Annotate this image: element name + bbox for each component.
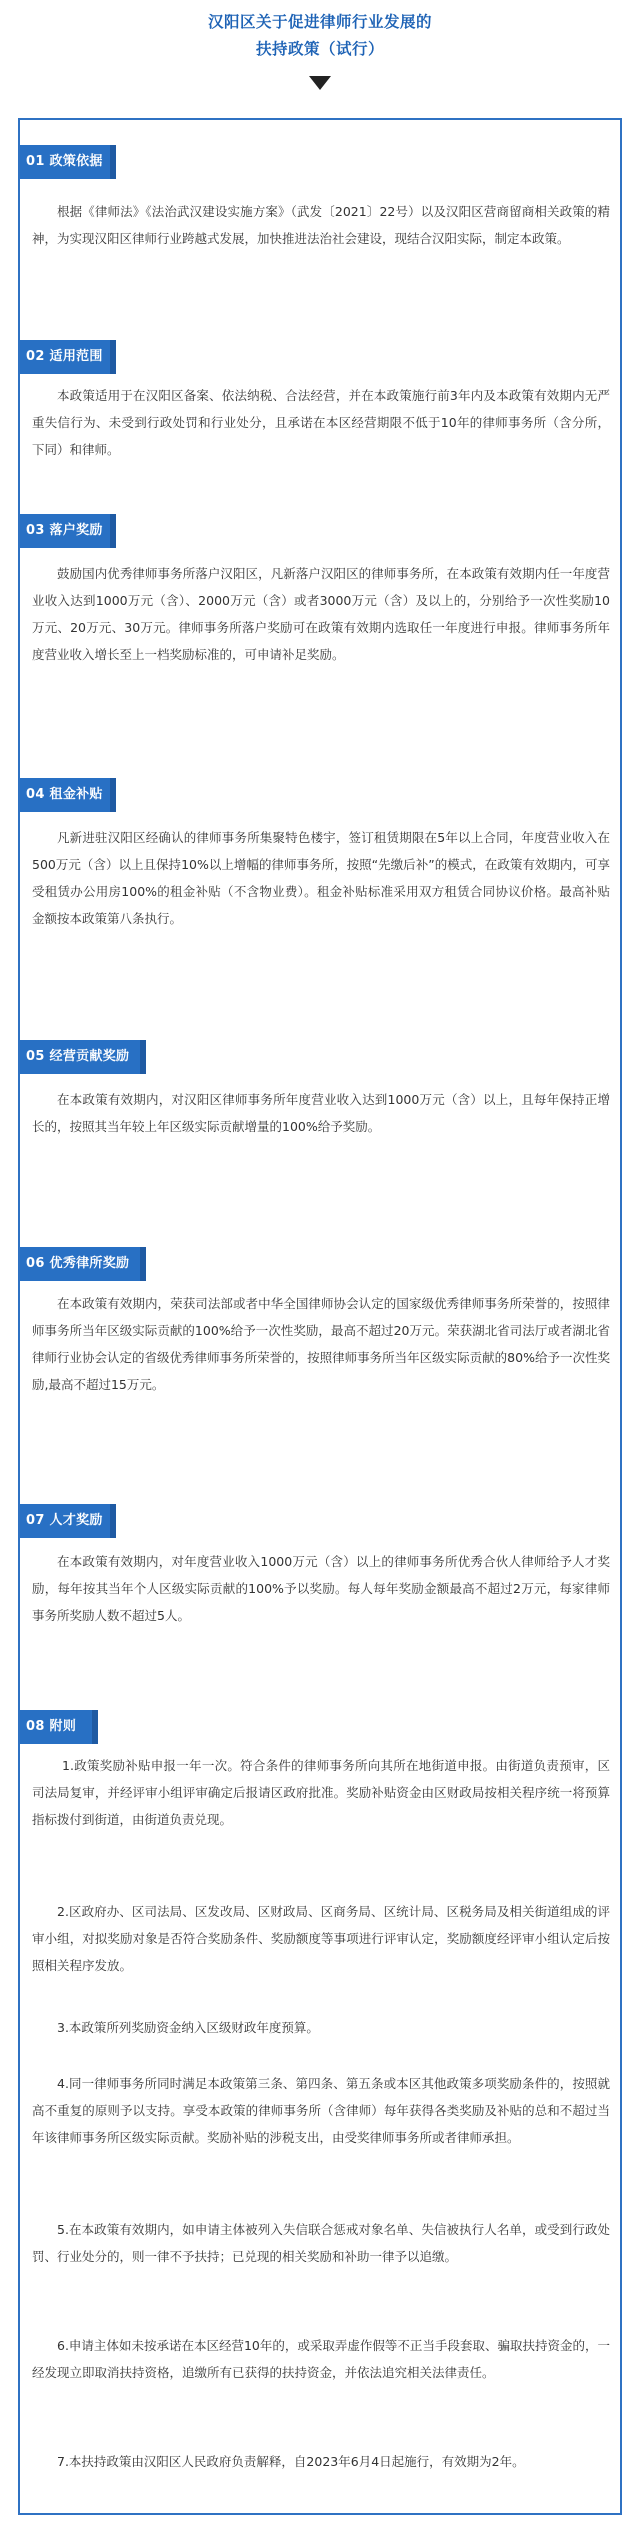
- section-scope-text: 本政策适用于在汉阳区备案、依法纳税、合法经营，并在本政策施行前3年内及本政策有效期内无严重失信行为、未受到行政处罚和行业处分，且承诺在本区经营期限不低于10年的律师事务所（含分所，下同）和律师。: [32, 388, 610, 457]
- section-rent-text: 凡新进驻汉阳区经确认的律师事务所集聚特色楼宇，签订租赁期限在5年以上合同，年度营业收入在500万元（含）以上且保持10%以上增幅的律师事务所，按照“先缴后补”的模式，在政策有效期内，可享受租赁办公用房100%的租金补贴（不含物业费）。租金补贴标准采用双方租赁合同协议价格。最高补贴金额按本政策第八条执行。: [32, 830, 610, 926]
- page-title-line-2: 扶持政策（试行）: [255, 40, 384, 58]
- title-area: [0, 0, 640, 124]
- section-basis-text: 根据《律师法》《法治武汉建设实施方案》（武发〔2021〕22号）以及汉阳区营商留商相关政策的精神，为实现汉阳区律师行业跨越式发展，加快推进法治社会建设，现结合汉阳实际，制定本政策。: [32, 204, 610, 246]
- section-tag-settlement: 03 落户奖励: [20, 514, 110, 548]
- appendix-item-1: 1.政策奖励补贴申报一年一次。符合条件的律师事务所向其所在地街道申报。由街道负责预审，区司法局复审，并经评审小组评审确定后报请区政府批准。奖励补贴资金由区财政局按相关程序统一将预算指标拨付到街道，由街道负责兑现。: [32, 1758, 610, 1827]
- section-settlement-text: 鼓励国内优秀律师事务所落户汉阳区，凡新落户汉阳区的律师事务所，在本政策有效期内任一年度营业收入达到1000万元（含）、2000万元（含）或者3000万元（含）及以上的，分别给予一次性奖励10万元、20万元、30万元。律师事务所落户奖励可在政策有效期内选取任一年度进行申报。律师事务所年度营业收入增长至上一档奖励标准的，可申请补足奖励。: [32, 566, 610, 662]
- section-tag-rent: 04 租金补贴: [20, 778, 110, 812]
- appendix-item-3: 3.本政策所列奖励资金纳入区级财政年度预算。: [57, 2020, 319, 2035]
- down-arrow-icon: [309, 76, 331, 90]
- section-talent-text: 在本政策有效期内，对年度营业收入1000万元（含）以上的律师事务所优秀合伙人律师给予人才奖励，每年按其当年个人区级实际贡献的100%予以奖励。每人每年奖励金额最高不超过2万元，每家律师事务所奖励人数不超过5人。: [32, 1554, 610, 1623]
- appendix-item-6: 6.申请主体如未按承诺在本区经营10年的，或采取弄虚作假等不正当手段套取、骗取扶持资金的，一经发现立即取消扶持资格，追缴所有已获得的扶持资金，并依法追究相关法律责任。: [32, 2338, 610, 2380]
- section-tag-talent: 07 人才奖励: [20, 1504, 110, 1538]
- appendix-item-2: 2.区政府办、区司法局、区发改局、区财政局、区商务局、区统计局、区税务局及相关街道组成的评审小组，对拟奖励对象是否符合奖励条件、奖励额度等事项进行评审认定，奖励额度经评审小组认定后按照相关程序发放。: [32, 1904, 610, 1973]
- page-title-line-1: 汉阳区关于促进律师行业发展的: [207, 13, 432, 31]
- appendix-item-4: 4.同一律师事务所同时满足本政策第三条、第四条、第五条或本区其他政策多项奖励条件的，按照就高不重复的原则予以支持。享受本政策的律师事务所（含律师）每年获得各类奖励及补贴的总和不超过当年该律师事务所区级实际贡献。奖励补贴的涉税支出，由受奖律师事务所或者律师承担。: [32, 2076, 610, 2145]
- section-contribution-text: 在本政策有效期内，对汉阳区律师事务所年度营业收入达到1000万元（含）以上，且每年保持正增长的，按照其当年较上年区级实际贡献增量的100%给予奖励。: [32, 1092, 610, 1134]
- appendix-item-5: 5.在本政策有效期内，如申请主体被列入失信联合惩戒对象名单、失信被执行人名单，或受到行政处罚、行业处分的，则一律不予扶持；已兑现的相关奖励和补助一律予以追缴。: [32, 2222, 610, 2264]
- section-tag-contribution: 05 经营贡献奖励: [20, 1040, 140, 1074]
- appendix-item-7: 7.本扶持政策由汉阳区人民政府负责解释，自2023年6月4日起施行，有效期为2年。: [57, 2454, 525, 2469]
- section-excellent-firm-text: 在本政策有效期内，荣获司法部或者中华全国律师协会认定的国家级优秀律师事务所荣誉的，按照律师事务所当年区级实际贡献的100%给予一次性奖励，最高不超过20万元。荣获湖北省司法厅或者湖北省律师行业协会认定的省级优秀律师事务所荣誉的，按照律师事务所当年区级实际贡献的80%给予一次性奖励,最高不超过15万元。: [32, 1296, 610, 1392]
- section-tag-appendix: 08 附则: [20, 1710, 92, 1744]
- section-tag-excellent-firm: 06 优秀律所奖励: [20, 1247, 140, 1281]
- section-tag-scope: 02 适用范围: [20, 340, 110, 374]
- content-frame: [18, 118, 622, 2515]
- section-tag-basis: 01 政策依据: [20, 145, 110, 179]
